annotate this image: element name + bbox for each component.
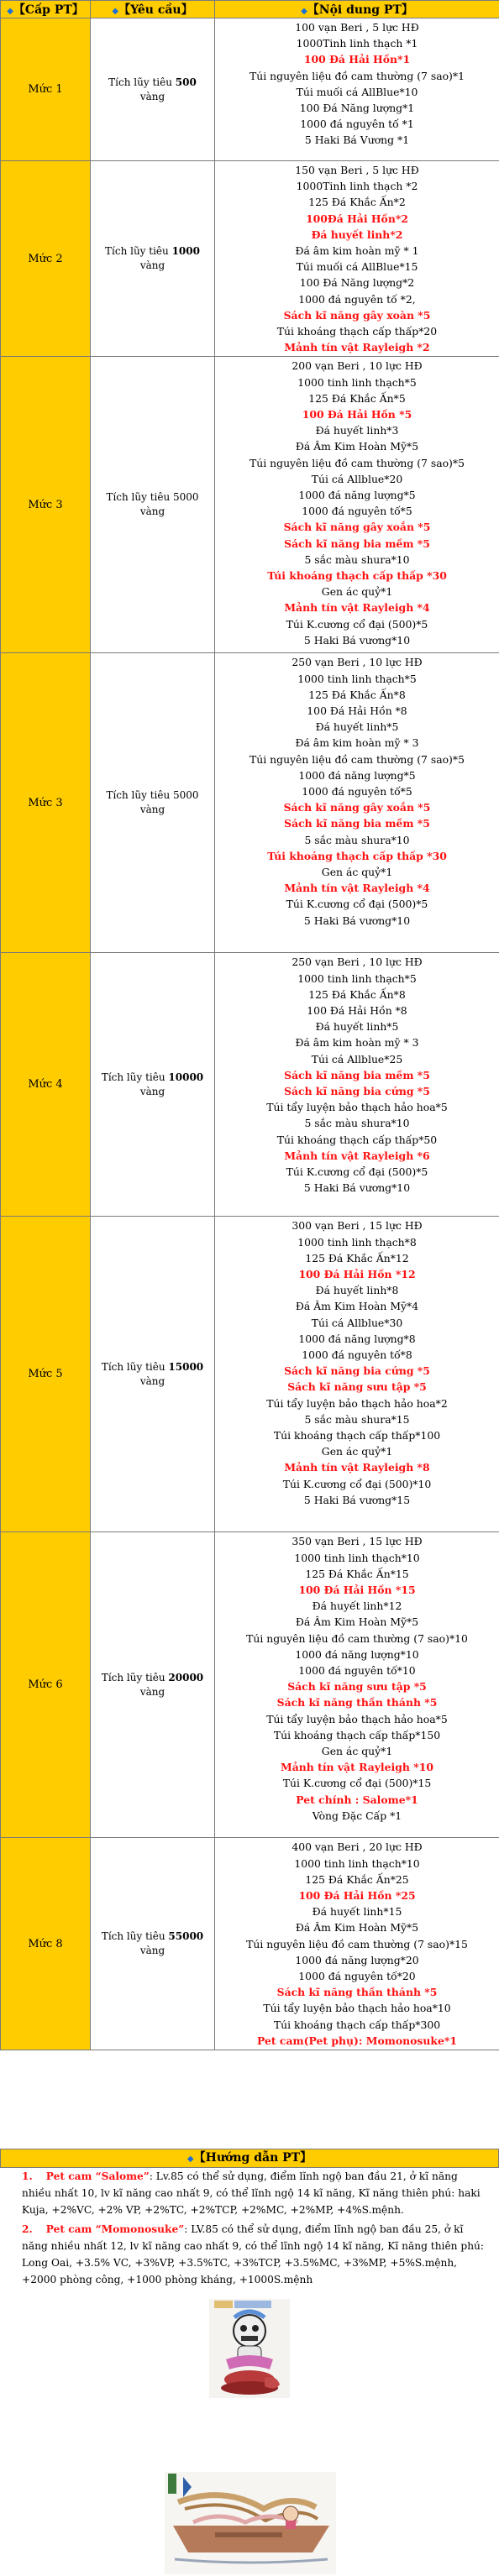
reward-item: Sách kĩ năng sưu tập *5: [287, 1680, 427, 1694]
requirement-cell: Tích lũy tiêu 5000 vàng: [91, 357, 215, 653]
reward-item: Túi nguyên liệu đồ cam thường (7 sao)*10: [246, 1631, 468, 1645]
pin-icon: ◆: [186, 2155, 194, 2164]
reward-item: 5 sắc màu shura*10: [304, 833, 410, 846]
level-cell: Mức 8: [1, 1838, 91, 2050]
reward-item: 1000 đá nguyên tố *2,: [298, 292, 416, 306]
reward-item: Túi khoáng thạch cấp thấp *30: [267, 849, 447, 862]
requirement-amount: 55000: [168, 1930, 204, 1943]
reward-item: Đá huyết linh*3: [315, 424, 399, 437]
pin-icon: ◆: [301, 7, 307, 16]
reward-item: Gen ác quỷ*1: [321, 866, 393, 879]
level-cell: Mức 1: [1, 18, 91, 161]
reward-item: Túi K.cương cổ đại (500)*5: [286, 1165, 428, 1179]
reward-item: 100 Đá Hải Hồn *5: [302, 408, 412, 421]
reward-item: Gen ác quỷ*1: [321, 1745, 393, 1758]
content-cell: [215, 1838, 499, 2050]
reward-item: Túi cá Allblue*20: [311, 472, 403, 485]
table-row: [1, 1532, 499, 1838]
reward-item: Đá âm kim hoàn mỹ * 1: [295, 244, 419, 258]
level-cell: Mức 3: [1, 357, 91, 653]
reward-item: Túi khoáng thạch cấp thấp *30: [267, 569, 447, 583]
reward-item: 250 vạn Beri , 10 lực HĐ: [292, 656, 423, 669]
requirement-cell: Tích lũy tiêu 1000 vàng: [91, 161, 215, 357]
reward-item: Gen ác quỷ*1: [321, 1445, 393, 1458]
guide-section: [0, 2168, 499, 2576]
table-header-row: [1, 1, 499, 18]
reward-item: Túi muối cá AllBlue*15: [296, 260, 418, 274]
level-cell: Mức 6: [1, 1532, 91, 1838]
reward-item: Túi K.cương cổ đại (500)*10: [282, 1477, 432, 1490]
reward-item: 100 Đá Hải Hồn *8: [307, 1004, 407, 1018]
content-cell: [215, 653, 499, 953]
reward-item: Đá huyết linh*2: [311, 228, 403, 241]
reward-item: Mảnh tín vật Rayleigh *4: [284, 601, 430, 615]
reward-item: 1000 tinh linh thạch*5: [297, 971, 417, 985]
table-row: [1, 653, 499, 953]
table-body: [1, 18, 499, 2050]
reward-item: Mảnh tín vật Rayleigh *2: [284, 341, 430, 354]
reward-item: Sách kĩ năng gây xoắn *5: [283, 521, 431, 534]
requirement-cell: Tích lũy tiêu 55000 vàng: [91, 1838, 215, 2050]
reward-item: Pet cam(Pet phụ): Momonosuke*1: [257, 2034, 457, 2047]
reward-item: 150 vạn Beri , 5 lực HĐ: [295, 164, 419, 176]
table-row: [1, 18, 499, 161]
reward-item: 125 Đá Khắc Ấn*25: [305, 1872, 409, 1886]
requirement-amount: 15000: [168, 1360, 204, 1373]
guide-paragraph-salome: 1. Pet cam “Salome”: Lv.85 có thể sử dụng, điểm lĩnh ngộ ban đầu 21, ở kĩ năng nhiều nhất 10, lv kĩ năng cao nhất 9, có thể lĩnh ngộ 14 kĩ năng, Kĩ năng thiên phú: haki Kuja, +2%VC, +2% VP, +2%TC, +2%TCP, +2%MC, +2%MP, +4%S.mệnh.: [22, 2170, 481, 2216]
reward-item: 100 Đá Hải Hồn *12: [298, 1268, 416, 1281]
reward-item: 100 Đá Hải Hồn *8: [307, 704, 407, 718]
requirement-cell: Tích lũy tiêu 10000 vàng: [91, 953, 215, 1217]
reward-item: 125 Đá Khắc Ấn*8: [308, 688, 406, 701]
reward-item: Gen ác quỷ*1: [321, 585, 393, 599]
reward-item: 1000 đá nguyên tố*20: [298, 1970, 416, 1983]
header-level: ◆【Cấp PT】: [1, 1, 91, 18]
requirement-amount: 10000: [168, 1071, 204, 1083]
reward-item: Đá huyết linh*8: [315, 1284, 399, 1297]
requirement-cell: Tích lũy tiêu 15000 vàng: [91, 1217, 215, 1532]
level-cell: Mức 5: [1, 1217, 91, 1532]
reward-item: Đá huyết linh*12: [312, 1600, 402, 1613]
reward-item: 100 Đá Năng lượng*2: [299, 276, 415, 290]
table-row: [1, 1217, 499, 1532]
reward-item: Đá Âm Kim Hoàn Mỹ*4: [295, 1300, 419, 1313]
reward-item: Túi cá Allblue*25: [311, 1052, 403, 1065]
content-cell: [215, 1532, 499, 1838]
reward-item: Túi khoáng thạch cấp thấp*20: [276, 325, 438, 338]
reward-item: 100 Đá Hải Hồn *15: [298, 1584, 416, 1597]
reward-item: Túi khoáng thạch cấp thấp*300: [273, 2018, 441, 2031]
reward-item: 1000 đá nguyên tố *1: [300, 118, 414, 131]
reward-item: Đá âm kim hoàn mỹ * 3: [295, 736, 419, 750]
reward-item: 1000 tinh linh thạch*8: [297, 1235, 417, 1249]
reward-item: 5 Haki Bá vương*10: [303, 914, 411, 927]
reward-item: 1000 tinh linh thạch*5: [297, 672, 417, 685]
reward-item: 100 vạn Beri , 5 lực HĐ: [295, 21, 419, 34]
requirement-cell: Tích lũy tiêu 500 vàng: [91, 18, 215, 161]
reward-item: Túi nguyên liệu đồ cam thường (7 sao)*15: [246, 1937, 468, 1950]
reward-item: Đá âm kim hoàn mỹ * 3: [295, 1036, 419, 1050]
reward-item: Túi khoáng thạch cấp thấp*150: [273, 1728, 441, 1741]
requirement-cell: Tích lũy tiêu 5000 vàng: [91, 653, 215, 953]
level-cell: Mức 3: [1, 653, 91, 953]
level-cell: Mức 4: [1, 953, 91, 1217]
reward-item: 1000 đá nguyên tố*10: [298, 1664, 416, 1678]
reward-item: 1000 đá năng lượng*10: [295, 1647, 419, 1661]
reward-item: 100Đá Hải Hồn*2: [306, 212, 408, 225]
reward-item: Đá Âm Kim Hoàn Mỹ*5: [295, 440, 419, 453]
content-cell: [215, 18, 499, 161]
reward-item: 1000Tinh linh thạch *1: [296, 37, 418, 50]
guide-header: ◆【Hướng dẫn PT】: [0, 2149, 499, 2168]
reward-item: Sách kĩ năng bia cứng *5: [284, 1364, 430, 1378]
reward-item: 5 Haki Bá vương*10: [303, 1181, 411, 1195]
reward-item: Sách kĩ năng bia mềm *5: [284, 1068, 430, 1081]
table-row: [1, 953, 499, 1217]
reward-item: 1000 đá nguyên tố*5: [302, 785, 412, 798]
reward-item: 1000Tinh linh thạch *2: [296, 180, 418, 193]
pet-name-salome: Pet cam “Salome”: [45, 2170, 150, 2182]
requirement-amount: 500: [175, 76, 197, 88]
reward-item: 5 Haki Bá vương*10: [303, 633, 411, 647]
reward-item: 125 Đá Khắc Ấn*2: [308, 196, 406, 209]
reward-item: 5 Haki Bá vương*15: [303, 1493, 411, 1506]
content-cell: [215, 161, 499, 357]
reward-item: Sách kĩ năng gây xoàn *5: [283, 308, 431, 322]
table-row: [1, 1838, 499, 2050]
salome-pet-image: [209, 2299, 290, 2398]
reward-item: Mảnh tín vật Rayleigh *4: [284, 882, 430, 895]
reward-item: 100 Đá Hải Hồn*1: [303, 53, 411, 66]
reward-item: Túi tẩy luyện bảo thạch hảo hoa*2: [266, 1396, 448, 1410]
reward-item: Sách kĩ năng bia mềm *5: [284, 537, 430, 550]
reward-item: Sách kĩ năng thần thánh *5: [276, 1986, 438, 1999]
reward-item: Túi khoáng thạch cấp thấp*50: [276, 1133, 438, 1146]
reward-item: Vòng Đặc Cấp *1: [312, 1809, 402, 1822]
reward-item: Túi cá Allblue*30: [311, 1316, 403, 1329]
reward-item: Đá Âm Kim Hoàn Mỹ*5: [295, 1921, 419, 1935]
reward-item: Túi tẩy luyện bảo thạch hảo hoa*5: [266, 1101, 448, 1114]
content-cell: [215, 1217, 499, 1532]
reward-item: Sách kĩ năng gây xoắn *5: [283, 801, 431, 814]
reward-item: Pet chính : Salome*1: [296, 1793, 418, 1806]
reward-item: Túi muối cá AllBlue*10: [296, 85, 418, 98]
pin-icon: ◆: [112, 7, 119, 16]
reward-item: 5 sắc màu shura*15: [304, 1412, 410, 1426]
reward-item: 1000 tinh linh thạch*5: [297, 375, 417, 389]
reward-item: 125 Đá Khắc Ấn*12: [305, 1251, 409, 1264]
reward-item: Đá Âm Kim Hoàn Mỹ*5: [295, 1615, 419, 1629]
reward-item: 5 sắc màu shura*10: [304, 552, 410, 566]
reward-item: Sách kĩ năng thần thánh *5: [276, 1696, 438, 1709]
reward-item: Đá huyết linh*5: [315, 720, 399, 734]
pin-icon: ◆: [7, 7, 13, 16]
reward-item: Sách kĩ năng bia mềm *5: [284, 817, 430, 830]
reward-item: Túi nguyên liệu đồ cam thường (7 sao)*5: [250, 752, 465, 766]
reward-item: Mảnh tín vật Rayleigh *8: [284, 1461, 430, 1474]
header-content: ◆【Nội dung PT】: [215, 1, 499, 18]
reward-item: 1000 đá nguyên tố*8: [302, 1348, 412, 1362]
reward-item: 125 Đá Khắc Ấn*8: [308, 987, 406, 1001]
reward-item: 5 Haki Bá Vương *1: [304, 134, 410, 147]
reward-item: Đá huyết linh*15: [312, 1905, 402, 1919]
content-cell: [215, 357, 499, 653]
requirement-amount: 20000: [168, 1671, 204, 1683]
reward-item: Mảnh tín vật Rayleigh *10: [281, 1761, 433, 1774]
reward-item: 300 vạn Beri , 15 lực HĐ: [292, 1219, 423, 1233]
momonosuke-pet-image: [165, 2472, 336, 2574]
reward-item: 1000 tinh linh thạch*10: [294, 1551, 420, 1564]
reward-item: 1000 đá năng lượng*5: [298, 768, 416, 782]
level-cell: Mức 2: [1, 161, 91, 357]
reward-item: 1000 đá nguyên tố*5: [302, 505, 412, 518]
reward-item: Túi K.cương cổ đại (500)*5: [286, 617, 428, 631]
reward-item: Mảnh tín vật Rayleigh *6: [284, 1149, 430, 1162]
reward-item: 350 vạn Beri , 15 lực HĐ: [292, 1535, 423, 1548]
reward-item: Túi K.cương cổ đại (500)*15: [282, 1777, 432, 1790]
reward-item: 5 sắc màu shura*10: [304, 1117, 410, 1130]
reward-item: 200 vạn Beri , 10 lực HĐ: [292, 359, 423, 373]
reward-item: 100 Đá Năng lượng*1: [299, 102, 415, 115]
reward-item: 400 vạn Beri , 20 lực HĐ: [292, 1840, 423, 1854]
reward-item: Túi K.cương cổ đại (500)*5: [286, 898, 428, 911]
reward-item: 1000 đá năng lượng*5: [298, 489, 416, 502]
reward-item: Túi nguyên liệu đồ cam thường (7 sao)*5: [250, 456, 465, 469]
header-requirement: ◆【Yêu cầu】: [91, 1, 215, 18]
pet-name-momonosuke: Pet cam “Momonosuke”: [45, 2223, 185, 2235]
reward-item: 1000 đá năng lượng*20: [295, 1953, 419, 1966]
reward-item: 250 vạn Beri , 10 lực HĐ: [292, 956, 423, 969]
table-row: [1, 357, 499, 653]
reward-item: 1000 đá năng lượng*8: [298, 1332, 416, 1345]
reward-item: 125 Đá Khắc Ấn*5: [308, 391, 406, 405]
reward-item: Đá huyết linh*5: [315, 1020, 399, 1034]
reward-item: Túi nguyên liệu đồ cam thường (7 sao)*1: [250, 69, 465, 82]
reward-item: 1000 tinh linh thạch*10: [294, 1856, 420, 1870]
content-cell: [215, 953, 499, 1217]
reward-item: 100 Đá Hải Hồn *25: [298, 1889, 416, 1903]
requirement-cell: Tích lũy tiêu 20000 vàng: [91, 1532, 215, 1838]
reward-item: Túi tẩy luyện bảo thạch hảo hoa*5: [266, 1712, 448, 1725]
reward-item: Túi khoáng thạch cấp thấp*100: [273, 1429, 441, 1442]
reward-item: 125 Đá Khắc Ấn*15: [305, 1567, 409, 1580]
guide-paragraph-momonosuke: 2. Pet cam “Momonosuke”: LV.85 có thể sử dụng, điểm lĩnh ngộ ban đầu 25, ở kĩ năng nhiều nhất 12, lv kĩ năng cao nhất 9, có thể lĩnh ngộ 14 kĩ năng, Kĩ năng thiên phú: Long Oai, +3.5% VC, +3%VP, +3.5%TC, +3%TCP, +3.5%MC, +3%MP, +5%S.mệnh, +2000 phòng công, +1000 phòng kháng, +1000S.mệnh: [22, 2223, 484, 2285]
reward-item: Sách kĩ năng sưu tập *5: [287, 1380, 427, 1394]
reward-item: Sách kĩ năng bia cứng *5: [284, 1085, 430, 1098]
table-row: [1, 161, 499, 357]
requirement-amount: 1000: [171, 245, 200, 258]
reward-item: Túi tẩy luyện bảo thạch hảo hoa*10: [263, 2002, 451, 2015]
